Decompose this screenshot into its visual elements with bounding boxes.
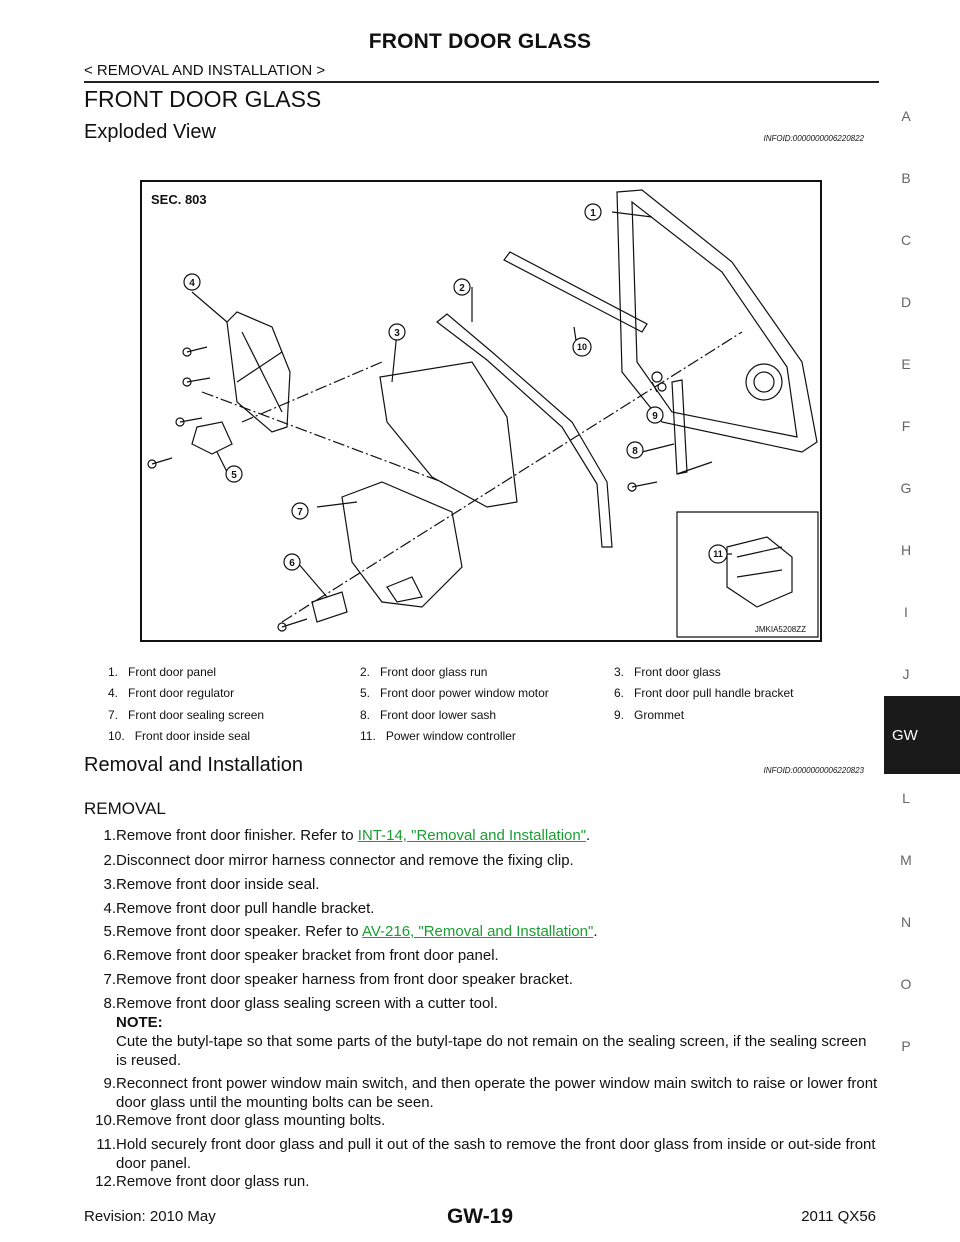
- figure-code: JMKIA5208ZZ: [754, 625, 806, 634]
- page-header-subtitle: < REMOVAL AND INSTALLATION >: [84, 62, 326, 79]
- index-letter[interactable]: E: [901, 356, 911, 372]
- callout-1: 1: [590, 208, 596, 219]
- callout-2: 2: [459, 283, 465, 294]
- index-letter[interactable]: B: [901, 170, 911, 186]
- index-letter[interactable]: C: [900, 232, 912, 248]
- legend-item: 8. Front door lower sash: [360, 708, 497, 722]
- index-letter[interactable]: J: [902, 666, 910, 682]
- removal-heading: REMOVAL: [84, 799, 166, 818]
- legend-item: 11. Power window controller: [360, 729, 516, 743]
- legend-item: 2. Front door glass run: [360, 665, 488, 679]
- index-letter[interactable]: N: [900, 914, 912, 930]
- ref-link[interactable]: INT-14, "Removal and Installation": [357, 827, 587, 844]
- index-letter[interactable]: L: [902, 790, 910, 806]
- index-letter[interactable]: M: [900, 852, 912, 868]
- index-letter[interactable]: D: [900, 294, 912, 310]
- index-letter[interactable]: G: [900, 480, 912, 496]
- callout-5: 5: [231, 470, 237, 481]
- callout-4: 4: [189, 278, 195, 289]
- ref-link[interactable]: AV-216, "Removal and Installation": [361, 923, 594, 940]
- callout-3: 3: [394, 328, 400, 339]
- footer-revision: Revision: 2010 May: [84, 1208, 216, 1225]
- legend-item: 7. Front door sealing screen: [108, 708, 265, 722]
- removal-installation-title: Removal and Installation: [84, 754, 304, 776]
- callout-11: 11: [713, 549, 723, 559]
- legend-item: 4. Front door regulator: [108, 686, 235, 700]
- exploded-view-infoid: INFOID:0000000006220822: [763, 134, 864, 143]
- footer-page-number: GW-19: [446, 1205, 514, 1228]
- index-letter[interactable]: O: [900, 976, 912, 992]
- legend-item: 5. Front door power window motor: [360, 686, 549, 700]
- exploded-view-figure: [140, 180, 822, 642]
- exploded-view-drawing: [142, 182, 820, 640]
- legend-item: 3. Front door glass: [614, 665, 721, 679]
- index-letter[interactable]: P: [901, 1038, 911, 1054]
- note-text: Cute the butyl-tape so that some parts of the butyl-tape do not remain on the sealing screen, if the sealing screen is reused.: [116, 1033, 867, 1069]
- callout-9: 9: [652, 411, 658, 422]
- page-header-title: FRONT DOOR GLASS: [368, 30, 592, 53]
- note-label: NOTE:: [116, 1014, 163, 1031]
- header-divider: [84, 81, 879, 83]
- callout-8: 8: [632, 446, 638, 457]
- callout-7: 7: [297, 507, 303, 518]
- callout-10: 10: [576, 342, 588, 352]
- index-letter[interactable]: I: [904, 604, 908, 620]
- removal-installation-infoid: INFOID:0000000006220823: [763, 766, 864, 775]
- index-letter[interactable]: F: [901, 418, 911, 434]
- section-title: FRONT DOOR GLASS: [84, 86, 322, 112]
- exploded-view-title: Exploded View: [84, 121, 216, 143]
- index-letter[interactable]: H: [900, 542, 912, 558]
- footer-model: 2011 QX56: [801, 1208, 876, 1225]
- callout-6: 6: [289, 558, 295, 569]
- legend-item: 6. Front door pull handle bracket: [614, 686, 794, 700]
- legend-item: 9. Grommet: [614, 708, 685, 722]
- legend-item: 10. Front door inside seal: [108, 729, 251, 743]
- figure-section-label: SEC. 803: [151, 192, 207, 207]
- index-letter[interactable]: A: [901, 108, 911, 124]
- index-tab-active[interactable]: GW: [884, 696, 960, 774]
- legend-item: 1. Front door panel: [108, 665, 217, 679]
